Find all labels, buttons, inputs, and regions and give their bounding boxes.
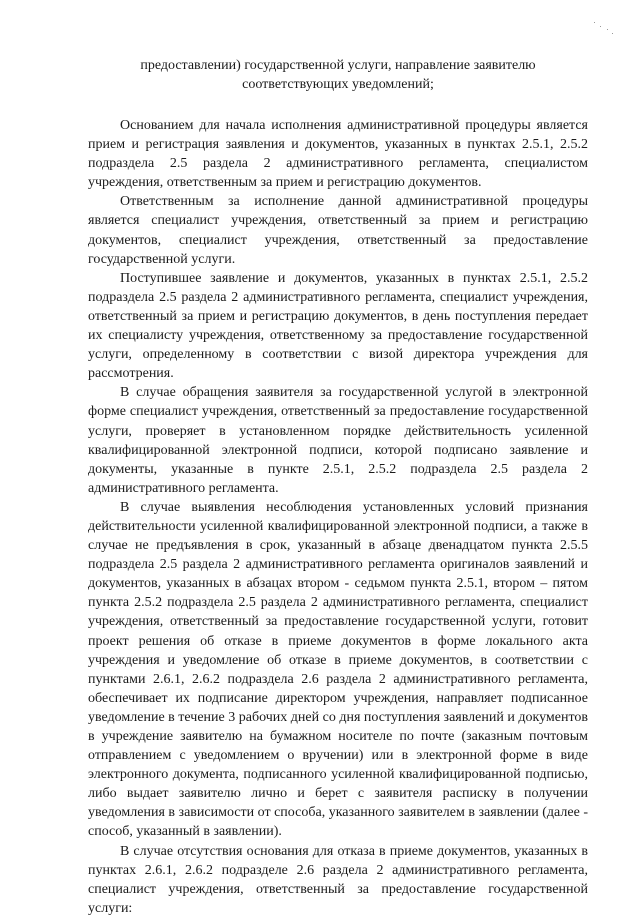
paragraph-responsible: Ответственным за исполнение данной административной процедуры является специалист учреждения, ответственный за прием и регистрацию документов, специалист учреждения, ответственный за предоставление государственной услуги. — [88, 194, 588, 267]
scan-speck — [594, 22, 595, 23]
scan-speck — [612, 33, 613, 34]
scan-speck — [600, 26, 601, 27]
paragraph-no-refusal-case: В случае отсутствия основания для отказа в приеме документов, указанных в пунктах 2.6.1, 2.6.2 подразделе 2.6 раздела 2 административного регламента, специалист учреждения, ответственный за предоставление государственной услуги: — [88, 843, 588, 916]
paragraph-refusal-case: В случае выявления несоблюдения установленных условий признания действительности усиленной квалифицированной электронной подписи, а также в случае не предъявления в срок, указанный в абзаце двенадцатом пункта 2.5.5 подраздела 2.5 раздела 2 административного регламента оригиналов заявлений и документов, указанных в абзацах втором - седьмом пункта 2.5.1, втором – пятом пункта 2.5.2 подраздела 2.5 раздела 2 административного регламента, специалист учреждения, ответственный за предоставление государственной услуги, готовит проект решения об отказе в приеме документов в форме локального акта учреждения и уведомление об отказе в приеме документов, в соответствии с пунктами 2.6.1, 2.6.2 подраздела 2.6 раздела 2 административного регламента, обеспечивает их подписание директором учреждения, направляет подписанное уведомление в течение 3 рабочих дней со дня поступления заявлений и документов в учреждение заявителю на бумажном носителе по почте (заказным почтовым отправлением с уведомлением о вручении) или в электронной форме в виде электронного документа, подписанного усиленной квалифицированной подписью, либо выдает заявителю лично и берет с заявителя расписку в получении уведомления в зависимости от способа, указанного заявителем в заявлении (далее - способ, указанный в заявлении). — [88, 499, 588, 840]
paragraph-received-documents: Поступившее заявление и документов, указанных в пунктах 2.5.1, 2.5.2 подраздела 2.5 раздела 2 административного регламента, специалист учреждения, ответственный за прием и регистрацию документов, в день поступления передает их специалисту учреждения, ответственному за предоставление государственной услуги, определенному в соответствии с визой директора учреждения для рассмотрения. — [88, 270, 588, 382]
heading-line-1: предоставлении) государственной услуги, направление заявителю — [140, 58, 536, 73]
paragraph-basis: Основанием для начала исполнения административной процедуры является прием и регистрация заявления и документов, указанных в пунктах 2.5.1, 2.5.2 подраздела 2.5 раздела 2 административного регламента, специалистом учреждения, ответственным за прием и регистрацию документов. — [88, 118, 588, 191]
document-heading — [88, 56, 588, 94]
heading-line-2: соответствующих уведомлений; — [242, 77, 434, 92]
paragraph-electronic-form: В случае обращения заявителя за государственной услугой в электронной форме специалист учреждения, ответственный за предоставление государственной услуги, проверяет в установленном порядке действительность усиленной квалифицированной электронной подписи, которой подписано заявление и документы, указанные в пункте 2.5.1, 2.5.2 подраздела 2.5 раздела 2 административного регламента. — [88, 385, 588, 496]
scan-speck — [607, 29, 608, 30]
document-page — [88, 56, 588, 918]
